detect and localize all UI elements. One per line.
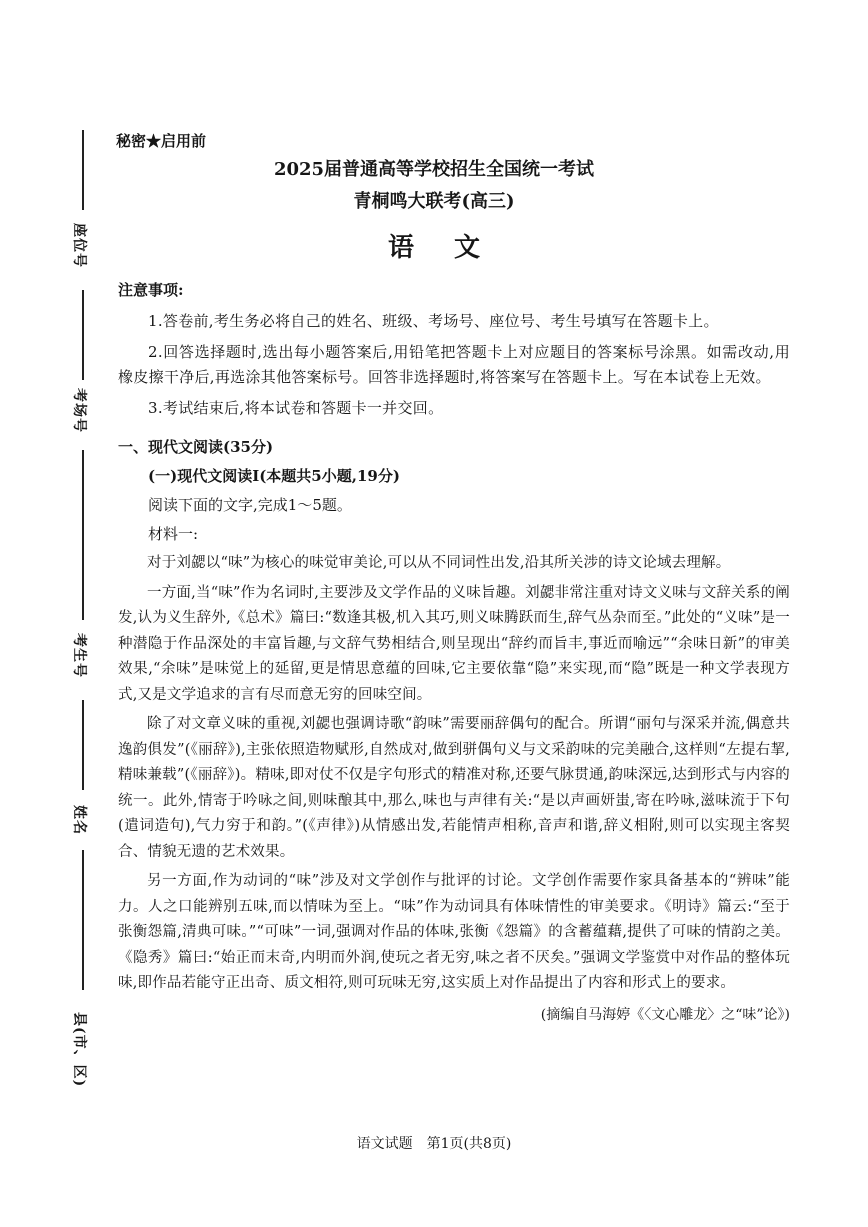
margin-line: [82, 290, 84, 380]
section-title: 一、现代文阅读(35分): [118, 438, 274, 456]
exam-subtitle: 青桐鸣大联考(高三): [353, 191, 515, 212]
county-label: 县(市、区): [71, 1012, 87, 1088]
subject-title: 语文: [387, 233, 520, 263]
exam-title: 2025届普通高等学校招生全国统一考试: [273, 159, 595, 180]
margin-line: [82, 450, 84, 620]
notice-item: 1.答卷前,考生务必将自己的姓名、班级、考场号、座位号、考生号填写在答题卡上。: [148, 312, 719, 330]
binding-margin: [60, 130, 100, 1130]
notice-item: 2.回答选择题时,选出每小题答案后,用铅笔把答题卡上对应题目的答案标号涂黑。如需改动,用橡皮擦干净后,再选涂其他答案标号。回答非选择题时,将答案写在答题卡上。写在本试卷上无效。: [118, 343, 790, 386]
passage-source: (摘编自马海婷《〈文心雕龙〉之“味”论》): [540, 1006, 790, 1023]
margin-line: [82, 700, 84, 790]
margin-line: [82, 850, 84, 990]
seat-number-label: 座位号: [71, 222, 87, 268]
exam-content: [118, 278, 790, 1028]
candidate-number-label: 考生号: [71, 632, 87, 678]
notice-item: 3.考试结束后,将本试卷和答题卡一并交回。: [148, 399, 444, 417]
material-label: 材料一:: [148, 525, 199, 543]
section-subtitle: (一)现代文阅读Ⅰ(本题共5小题,19分): [148, 467, 400, 485]
page-footer: 语文试题 第1页(共8页): [356, 1136, 512, 1152]
section-instruction: 阅读下面的文字,完成1～5题。: [148, 496, 352, 514]
passage-paragraph: 另一方面,作为动词的“味”涉及对文学创作与批评的讨论。文学创作需要作家具备基本的“辨味”能力。人之口能辨别五味,而以情味为至上。“味”作为动词具有体味情性的审美要求。《明诗》篇云:“至于张衡怨篇,清典可味。”“可味”一词,强调对作品的体味,张衡《怨篇》的含蓄蕴藉,提供了可味的情韵之美。《隐秀》篇曰:“始正而末奇,内明而外润,使玩之者无穷,味之者不厌矣。”强调文学鉴赏中对作品的整体玩味,即作品若能守正出奇、质文相符,则可玩味无穷,这实质上对作品提出了内容和形式上的要求。: [118, 873, 790, 991]
passage-paragraph: 除了对文章义味的重视,刘勰也强调诗歌“韵味”需要丽辞偶句的配合。所谓“丽句与深采并流,偶意共逸韵俱发”(《丽辞》),主张依照造物赋形,自然成对,做到骈偶句义与文采韵味的完美融合,这样则“左提右挈,精味兼载”(《丽辞》)。精味,即对仗不仅是字句形式的精准对称,还要气脉贯通,韵味深远,达到形式与内容的统一。此外,情寄于吟咏之间,则味酿其中,那么,味也与声律有关:“是以声画妍蚩,寄在吟咏,滋味流于下句(遣词造句),气力穷于和韵。”(《声律》)从情感出发,若能情声相称,音声和谐,辞义相附,则可以实现主客契合、情貌无遗的艺术效果。: [118, 716, 790, 860]
notice-heading: 注意事项:: [118, 281, 184, 299]
name-label: 姓名: [71, 805, 87, 835]
confidential-mark: 秘密★启用前: [116, 132, 207, 150]
passage-paragraph: 对于刘勰以“味”为核心的味觉审美论,可以从不同词性出发,沿其所关涉的诗文论域去理解。: [147, 555, 731, 571]
exam-room-label: 考场号: [71, 387, 87, 433]
passage-paragraph: 一方面,当“味”作为名词时,主要涉及文学作品的义味旨趣。刘勰非常注重对诗文义味与文辞关系的阐发,认为义生辞外,《总术》篇曰:“数逢其极,机入其巧,则义味腾跃而生,辞气丛杂而至。”此处的“义味”是一种潜隐于作品深处的丰富旨趣,与文辞气势相结合,则呈现出“辞约而旨丰,事近而喻远”“余味日新”的审美效果,“余味”是味觉上的延留,更是情思意蕴的回味,它主要依靠“隐”来实现,而“隐”既是一种文学表现方式,又是文学追求的言有尽而意无穷的回味空间。: [118, 584, 790, 703]
